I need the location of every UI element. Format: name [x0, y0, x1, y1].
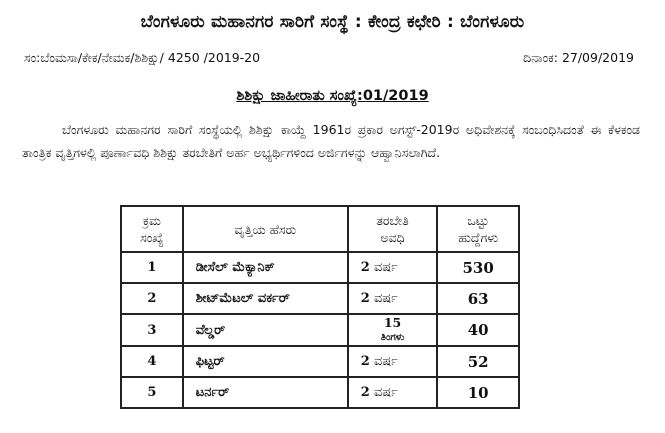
notice-date: ದಿನಾಂಕ: 27/09/2019	[523, 50, 634, 65]
row-posts: 40	[437, 314, 519, 346]
row-trade: ಡೀಸೆಲ್ ಮೆಕ್ಯಾನಿಕ್	[183, 252, 348, 283]
header-duration-line1: ತರಬೇತಿ	[376, 213, 409, 228]
reference-line	[24, 50, 634, 66]
row-serial: 2	[121, 283, 183, 314]
row-serial: 1	[121, 252, 183, 283]
table-header-row	[121, 206, 519, 252]
row-duration-unit: ವರ್ಷ	[373, 291, 398, 306]
row-duration	[348, 283, 438, 314]
row-duration-value: 15	[383, 315, 402, 330]
header-posts-line1: ಒಟ್ಟು	[467, 213, 489, 228]
header-trade-label: ವೃತ್ತಿಯ ಹೆಸರು	[234, 221, 297, 237]
row-duration-value: 2	[360, 291, 370, 306]
row-duration-unit: ವರ್ಷ	[373, 354, 398, 369]
reference-number: ಸಂ:ಬೆಂಮಸಾ/ಕೇಕ/ನೇಮಕ/ಶಿಶಿಕ್ಷು/ 4250 /2019-20	[24, 50, 261, 65]
notice-paragraph: ಬೆಂಗಳೂರು ಮಹಾನಗರ ಸಾರಿಗೆ ಸಂಸ್ಥೆಯಲ್ಲಿ ಶಿಶಿಕ್ಷು ಕಾಯ್ದೆ 1961ರ ಪ್ರಕಾರ ಅಗಸ್ಟ್-2019ರ ಅಧಿವೇಶನಕ್ಕೆ ಸಂಬಂಧಿಸಿದಂತೆ ಈ ಕೆಳಕಂಡ ತಾಂತ್ರಿಕ ವೃತ್ತಿಗಳಲ್ಲಿ ಪೂರ್ಣಾವಧಿ ಶಿಶಿಕ್ಷು ತರಬೇತಿಗೆ ಅರ್ಹ ಅಭ್ಯರ್ಥಿಗಳಿಂದ ಅರ್ಜಿಗಳನ್ನು ಆಹ್ವಾನಿಸಲಾಗಿದೆ.	[22, 122, 640, 160]
row-posts: 52	[437, 346, 519, 377]
vacancy-table	[120, 205, 520, 409]
row-duration-value: 2	[360, 354, 370, 369]
header-serial-line1: ಕ್ರಮ	[142, 213, 161, 228]
row-duration	[348, 252, 438, 283]
header-duration-line2: ಅವಧಿ	[380, 230, 405, 245]
row-duration-unit: ವರ್ಷ	[373, 260, 398, 275]
header-trade	[183, 206, 348, 252]
row-trade: ವೆಲ್ಡರ್	[183, 314, 348, 346]
header-serial	[121, 206, 183, 252]
row-duration	[348, 314, 438, 346]
row-posts: 10	[437, 377, 519, 408]
table-row	[121, 346, 519, 377]
row-duration-unit: ತಿಂಗಳು	[380, 332, 405, 343]
row-duration	[348, 346, 438, 377]
header-duration	[348, 206, 438, 252]
row-trade: ಫಿಟ್ಟರ್	[183, 346, 348, 377]
header-posts-line2: ಹುದ್ದೆಗಳು	[458, 230, 499, 245]
table-row	[121, 283, 519, 314]
row-serial: 4	[121, 346, 183, 377]
table-row	[121, 314, 519, 346]
header-serial-line2: ಸಂಖ್ಯೆ	[140, 230, 164, 245]
row-duration-value: 2	[360, 385, 370, 400]
notice-subject	[0, 88, 665, 104]
row-posts: 530	[437, 252, 519, 283]
row-duration-value: 2	[360, 260, 370, 275]
row-serial: 5	[121, 377, 183, 408]
row-duration-unit: ವರ್ಷ	[373, 385, 398, 400]
table-row	[121, 377, 519, 408]
notice-subject-text: ಶಿಶಿಕ್ಷು ಜಾಹೀರಾತು ಸಂಖ್ಯೆ:01/2019	[236, 88, 429, 104]
page-title: ಬೆಂಗಳೂರು ಮಹಾನಗರ ಸಾರಿಗೆ ಸಂಸ್ಥೆ : ಕೇಂದ್ರ ಕಛೇರಿ : ಬೆಂಗಳೂರು	[140, 12, 525, 32]
table-row	[121, 252, 519, 283]
row-trade: ಟರ್ನರ್	[183, 377, 348, 408]
row-trade: ಶೀಟ್‌ಮೆಟಲ್ ವರ್ಕರ್	[183, 283, 348, 314]
header-posts	[437, 206, 519, 252]
row-serial: 3	[121, 314, 183, 346]
row-duration	[348, 377, 438, 408]
row-posts: 63	[437, 283, 519, 314]
